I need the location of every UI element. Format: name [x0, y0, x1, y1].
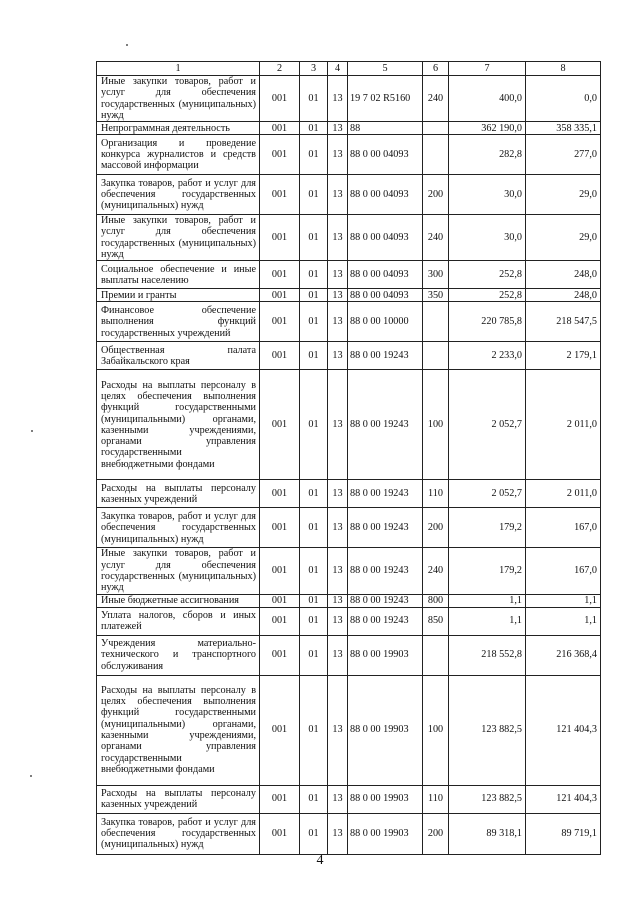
- table-row: [97, 302, 601, 342]
- table-row: [97, 261, 601, 289]
- section-code-cell: 01: [300, 215, 328, 261]
- target-article-cell: 88: [348, 122, 423, 135]
- target-article-cell: 88 0 00 04093: [348, 175, 423, 215]
- grbs-code-cell: 001: [260, 594, 300, 607]
- target-article-cell: 88 0 00 04093: [348, 261, 423, 289]
- header-cell: 8: [526, 62, 601, 76]
- subsection-code-cell: 13: [328, 508, 348, 548]
- table-row: [97, 548, 601, 594]
- expense-type-cell: 110: [423, 785, 449, 813]
- amount-actual-cell: 248,0: [526, 289, 601, 302]
- row-name-cell: Организация и проведение конкурса журналистов и средств массовой информации: [97, 135, 260, 175]
- section-code-cell: 01: [300, 607, 328, 635]
- amount-actual-cell: 358 335,1: [526, 122, 601, 135]
- grbs-code-cell: 001: [260, 175, 300, 215]
- header-cell: 2: [260, 62, 300, 76]
- target-article-cell: 88 0 00 19243: [348, 480, 423, 508]
- section-code-cell: 01: [300, 289, 328, 302]
- row-name-cell: Расходы на выплаты персоналу в целях обеспечения выполнения функций государственными (муниципальными) органами, казенными учреждениями, органами управления государственными внебюджетными фондами: [97, 370, 260, 480]
- header-cell: 6: [423, 62, 449, 76]
- amount-actual-cell: 2 011,0: [526, 370, 601, 480]
- scan-speck: [126, 44, 128, 46]
- grbs-code-cell: 001: [260, 607, 300, 635]
- section-code-cell: 01: [300, 302, 328, 342]
- target-article-cell: 88 0 00 19903: [348, 785, 423, 813]
- expense-type-cell: [423, 302, 449, 342]
- row-name-cell: Иные закупки товаров, работ и услуг для обеспечения государственных (муниципальных) нужд: [97, 215, 260, 261]
- amount-plan-cell: 362 190,0: [449, 122, 526, 135]
- target-article-cell: 88 0 00 19243: [348, 548, 423, 594]
- table-row: [97, 635, 601, 675]
- section-code-cell: 01: [300, 175, 328, 215]
- expense-type-cell: [423, 342, 449, 370]
- amount-plan-cell: 179,2: [449, 508, 526, 548]
- subsection-code-cell: 13: [328, 261, 348, 289]
- section-code-cell: 01: [300, 76, 328, 122]
- table-header-row: [97, 62, 601, 76]
- section-code-cell: 01: [300, 261, 328, 289]
- row-name-cell: Финансовое обеспечение выполнения функций государственных учреждений: [97, 302, 260, 342]
- row-name-cell: Иные бюджетные ассигнования: [97, 594, 260, 607]
- grbs-code-cell: 001: [260, 370, 300, 480]
- table-row: [97, 76, 601, 122]
- amount-plan-cell: 2 052,7: [449, 480, 526, 508]
- amount-plan-cell: 179,2: [449, 548, 526, 594]
- subsection-code-cell: 13: [328, 607, 348, 635]
- amount-plan-cell: 30,0: [449, 215, 526, 261]
- amount-actual-cell: 1,1: [526, 594, 601, 607]
- expense-type-cell: 240: [423, 548, 449, 594]
- expense-type-cell: 100: [423, 675, 449, 785]
- section-code-cell: 01: [300, 122, 328, 135]
- grbs-code-cell: 001: [260, 548, 300, 594]
- target-article-cell: 88 0 00 10000: [348, 302, 423, 342]
- section-code-cell: 01: [300, 508, 328, 548]
- amount-actual-cell: 248,0: [526, 261, 601, 289]
- amount-actual-cell: 2 179,1: [526, 342, 601, 370]
- scan-speck: [30, 775, 32, 777]
- amount-plan-cell: 89 318,1: [449, 813, 526, 854]
- target-article-cell: 88 0 00 04093: [348, 135, 423, 175]
- grbs-code-cell: 001: [260, 813, 300, 854]
- row-name-cell: Иные закупки товаров, работ и услуг для обеспечения государственных (муниципальных) нужд: [97, 76, 260, 122]
- grbs-code-cell: 001: [260, 261, 300, 289]
- grbs-code-cell: 001: [260, 508, 300, 548]
- subsection-code-cell: 13: [328, 302, 348, 342]
- amount-plan-cell: 2 052,7: [449, 370, 526, 480]
- row-name-cell: Общественная палата Забайкальского края: [97, 342, 260, 370]
- subsection-code-cell: 13: [328, 175, 348, 215]
- grbs-code-cell: 001: [260, 76, 300, 122]
- amount-actual-cell: 0,0: [526, 76, 601, 122]
- target-article-cell: 88 0 00 19903: [348, 813, 423, 854]
- expense-type-cell: 350: [423, 289, 449, 302]
- grbs-code-cell: 001: [260, 342, 300, 370]
- header-cell: 5: [348, 62, 423, 76]
- amount-actual-cell: 29,0: [526, 215, 601, 261]
- row-name-cell: Премии и гранты: [97, 289, 260, 302]
- scan-speck: [31, 430, 33, 432]
- row-name-cell: Расходы на выплаты персоналу в целях обеспечения выполнения функций государственными (муниципальными) органами, казенными учреждениями, органами управления государственными внебюджетными фондами: [97, 675, 260, 785]
- subsection-code-cell: 13: [328, 594, 348, 607]
- amount-plan-cell: 1,1: [449, 607, 526, 635]
- expense-type-cell: 850: [423, 607, 449, 635]
- subsection-code-cell: 13: [328, 342, 348, 370]
- table-row: [97, 607, 601, 635]
- subsection-code-cell: 13: [328, 635, 348, 675]
- amount-actual-cell: 1,1: [526, 607, 601, 635]
- amount-actual-cell: 167,0: [526, 508, 601, 548]
- table-row: [97, 480, 601, 508]
- header-cell: 4: [328, 62, 348, 76]
- expense-type-cell: 200: [423, 813, 449, 854]
- subsection-code-cell: 13: [328, 135, 348, 175]
- table-row: [97, 135, 601, 175]
- amount-actual-cell: 218 547,5: [526, 302, 601, 342]
- subsection-code-cell: 13: [328, 813, 348, 854]
- amount-actual-cell: 89 719,1: [526, 813, 601, 854]
- grbs-code-cell: 001: [260, 289, 300, 302]
- section-code-cell: 01: [300, 135, 328, 175]
- grbs-code-cell: 001: [260, 635, 300, 675]
- section-code-cell: 01: [300, 370, 328, 480]
- target-article-cell: 88 0 00 19903: [348, 635, 423, 675]
- expense-type-cell: 100: [423, 370, 449, 480]
- amount-plan-cell: 220 785,8: [449, 302, 526, 342]
- grbs-code-cell: 001: [260, 785, 300, 813]
- table-row: [97, 342, 601, 370]
- subsection-code-cell: 13: [328, 548, 348, 594]
- expense-type-cell: 240: [423, 76, 449, 122]
- section-code-cell: 01: [300, 675, 328, 785]
- grbs-code-cell: 001: [260, 215, 300, 261]
- table-row: [97, 175, 601, 215]
- section-code-cell: 01: [300, 635, 328, 675]
- section-code-cell: 01: [300, 342, 328, 370]
- amount-actual-cell: 29,0: [526, 175, 601, 215]
- expense-type-cell: 110: [423, 480, 449, 508]
- amount-plan-cell: 252,8: [449, 261, 526, 289]
- amount-actual-cell: 2 011,0: [526, 480, 601, 508]
- row-name-cell: Закупка товаров, работ и услуг для обеспечения государственных (муниципальных) нужд: [97, 813, 260, 854]
- row-name-cell: Закупка товаров, работ и услуг для обеспечения государственных (муниципальных) нужд: [97, 175, 260, 215]
- amount-plan-cell: 123 882,5: [449, 785, 526, 813]
- target-article-cell: 88 0 00 19243: [348, 607, 423, 635]
- table-row: [97, 785, 601, 813]
- amount-actual-cell: 121 404,3: [526, 675, 601, 785]
- table-row: [97, 813, 601, 854]
- amount-plan-cell: 30,0: [449, 175, 526, 215]
- subsection-code-cell: 13: [328, 370, 348, 480]
- table-row: [97, 594, 601, 607]
- grbs-code-cell: 001: [260, 480, 300, 508]
- grbs-code-cell: 001: [260, 302, 300, 342]
- subsection-code-cell: 13: [328, 215, 348, 261]
- target-article-cell: 88 0 00 19243: [348, 594, 423, 607]
- target-article-cell: 88 0 00 19243: [348, 342, 423, 370]
- section-code-cell: 01: [300, 480, 328, 508]
- subsection-code-cell: 13: [328, 289, 348, 302]
- expense-type-cell: [423, 122, 449, 135]
- subsection-code-cell: 13: [328, 122, 348, 135]
- target-article-cell: 88 0 00 19243: [348, 370, 423, 480]
- row-name-cell: Учреждения материально-технического и транспортного обслуживания: [97, 635, 260, 675]
- amount-plan-cell: 400,0: [449, 76, 526, 122]
- target-article-cell: 88 0 00 19903: [348, 675, 423, 785]
- grbs-code-cell: 001: [260, 675, 300, 785]
- table-row: [97, 675, 601, 785]
- table-row: [97, 289, 601, 302]
- amount-plan-cell: 123 882,5: [449, 675, 526, 785]
- amount-actual-cell: 121 404,3: [526, 785, 601, 813]
- grbs-code-cell: 001: [260, 122, 300, 135]
- expense-type-cell: 200: [423, 508, 449, 548]
- row-name-cell: Непрограммная деятельность: [97, 122, 260, 135]
- target-article-cell: 19 7 02 R5160: [348, 76, 423, 122]
- row-name-cell: Социальное обеспечение и иные выплаты населению: [97, 261, 260, 289]
- table-row: [97, 508, 601, 548]
- row-name-cell: Иные закупки товаров, работ и услуг для обеспечения государственных (муниципальных) нужд: [97, 548, 260, 594]
- expense-type-cell: [423, 635, 449, 675]
- amount-actual-cell: 167,0: [526, 548, 601, 594]
- expense-type-cell: 800: [423, 594, 449, 607]
- section-code-cell: 01: [300, 813, 328, 854]
- row-name-cell: Закупка товаров, работ и услуг для обеспечения государственных (муниципальных) нужд: [97, 508, 260, 548]
- section-code-cell: 01: [300, 548, 328, 594]
- expense-type-cell: 200: [423, 175, 449, 215]
- table-row: [97, 122, 601, 135]
- row-name-cell: Уплата налогов, сборов и иных платежей: [97, 607, 260, 635]
- expense-type-cell: [423, 135, 449, 175]
- subsection-code-cell: 13: [328, 675, 348, 785]
- amount-plan-cell: 252,8: [449, 289, 526, 302]
- subsection-code-cell: 13: [328, 480, 348, 508]
- budget-table: [96, 61, 601, 855]
- row-name-cell: Расходы на выплаты персоналу казенных учреждений: [97, 480, 260, 508]
- target-article-cell: 88 0 00 04093: [348, 289, 423, 302]
- table-row: [97, 370, 601, 480]
- subsection-code-cell: 13: [328, 785, 348, 813]
- target-article-cell: 88 0 00 19243: [348, 508, 423, 548]
- header-cell: 3: [300, 62, 328, 76]
- row-name-cell: Расходы на выплаты персоналу казенных учреждений: [97, 785, 260, 813]
- amount-plan-cell: 218 552,8: [449, 635, 526, 675]
- subsection-code-cell: 13: [328, 76, 348, 122]
- expense-type-cell: 240: [423, 215, 449, 261]
- header-cell: 7: [449, 62, 526, 76]
- section-code-cell: 01: [300, 594, 328, 607]
- amount-plan-cell: 282,8: [449, 135, 526, 175]
- page-number: 4: [316, 853, 324, 868]
- amount-actual-cell: 216 368,4: [526, 635, 601, 675]
- amount-actual-cell: 277,0: [526, 135, 601, 175]
- amount-plan-cell: 2 233,0: [449, 342, 526, 370]
- grbs-code-cell: 001: [260, 135, 300, 175]
- section-code-cell: 01: [300, 785, 328, 813]
- expense-type-cell: 300: [423, 261, 449, 289]
- header-cell: 1: [97, 62, 260, 76]
- table-row: [97, 215, 601, 261]
- amount-plan-cell: 1,1: [449, 594, 526, 607]
- target-article-cell: 88 0 00 04093: [348, 215, 423, 261]
